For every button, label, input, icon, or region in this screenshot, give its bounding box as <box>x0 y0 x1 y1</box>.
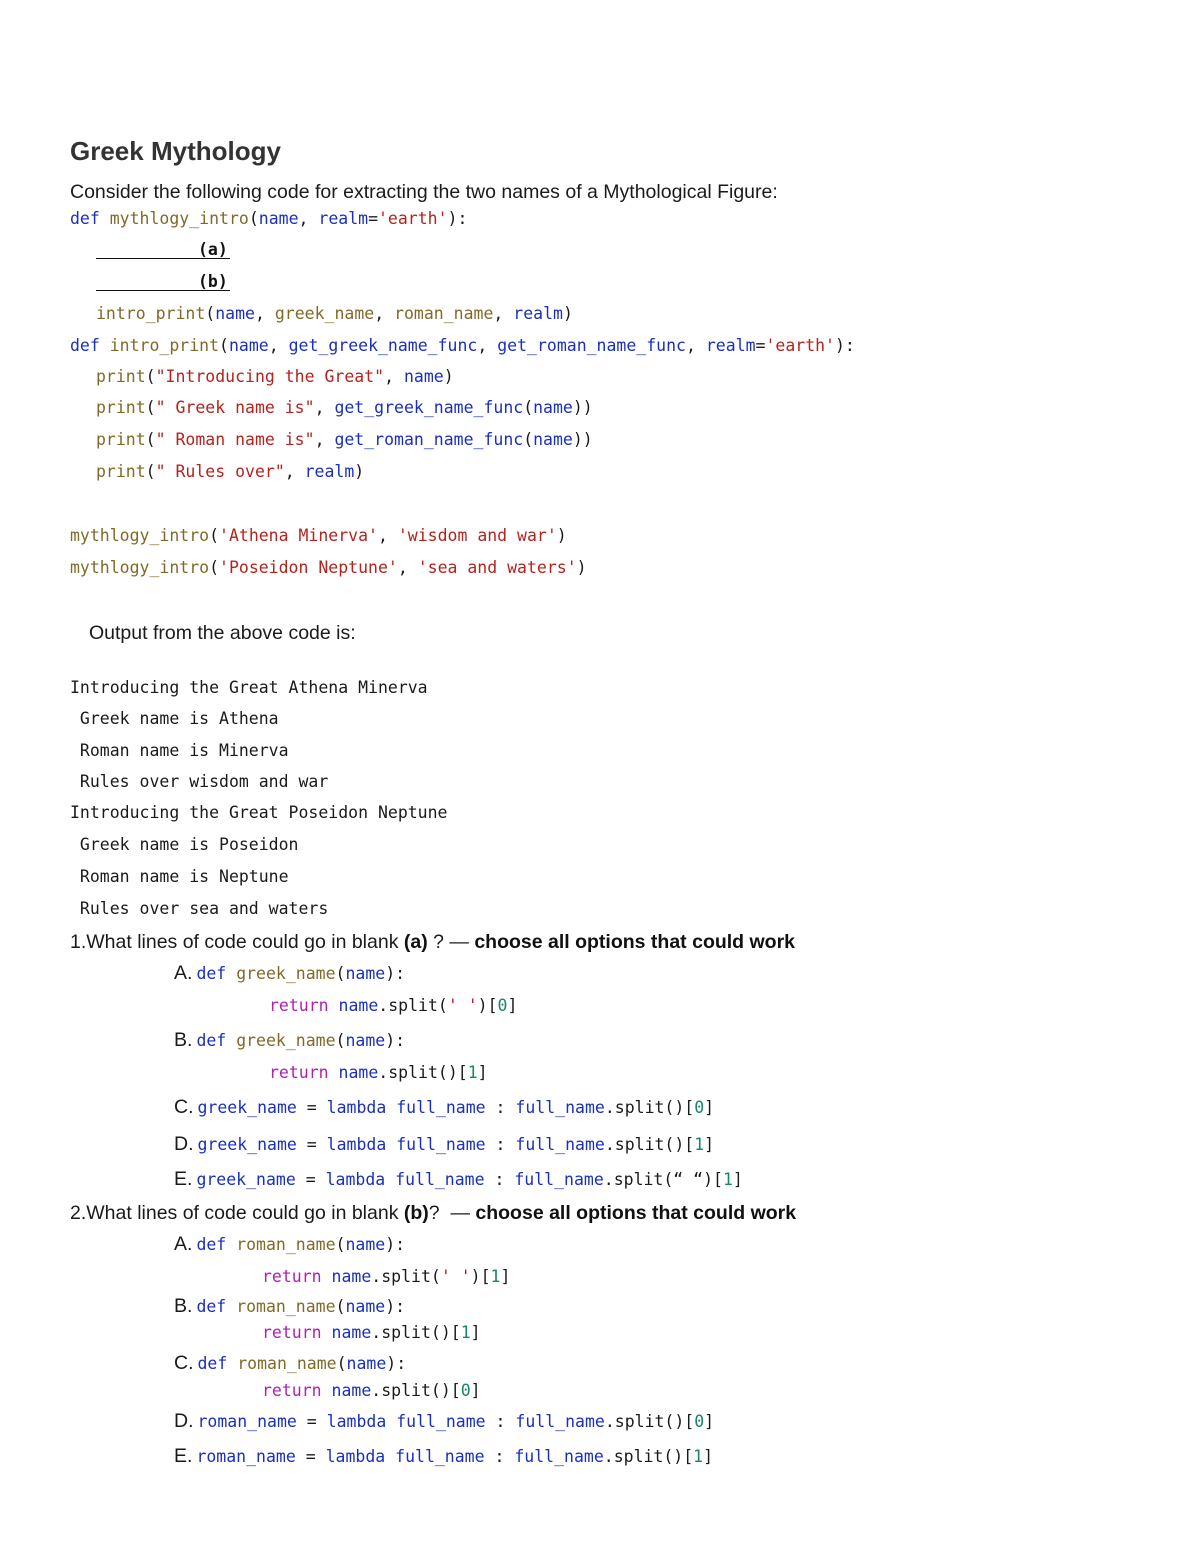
blank-a-label: (a) <box>198 240 228 259</box>
output-line: Roman name is Neptune <box>70 867 289 886</box>
output-line: Introducing the Great Athena Minerva <box>70 678 428 697</box>
output-label: Output from the above code is: <box>89 622 356 644</box>
blank-b-label: (b) <box>198 272 228 291</box>
q1-option-d: D. greek_name = lambda full_name : full_name.split()[1] <box>174 1133 715 1155</box>
q1-option-e: E. greek_name = lambda full_name : full_name.split(“ “)[1] <box>174 1168 743 1190</box>
output-line: Greek name is Athena <box>70 709 279 728</box>
q1-option-c: C. greek_name = lambda full_name : full_name.split()[0] <box>174 1096 715 1118</box>
output-line: Greek name is Poseidon <box>70 835 299 854</box>
code-line-def-intro-print: def intro_print(name, get_greek_name_func, get_roman_name_func, realm='earth'): <box>70 336 855 355</box>
code-line-call-athena: mythlogy_intro('Athena Minerva', 'wisdom and war') <box>70 526 567 545</box>
q1-option-b-return: return name.split()[1] <box>269 1063 488 1082</box>
q1-option-a: A. def greek_name(name): <box>174 962 406 984</box>
q2-option-b-return: return name.split()[1] <box>262 1323 481 1342</box>
code-line-intro-print-call: intro_print(name, greek_name, roman_name, realm) <box>96 304 573 323</box>
q2-option-a-return: return name.split(' ')[1] <box>262 1267 511 1286</box>
code-line-print-roman: print(" Roman name is", get_roman_name_func(name)) <box>96 430 593 449</box>
q2-option-b: B. def roman_name(name): <box>174 1295 406 1317</box>
q2-option-c: C. def roman_name(name): <box>174 1352 407 1374</box>
question-1: 1.What lines of code could go in blank (a) ? — choose all options that could work <box>70 931 796 953</box>
code-line-print-rules: print(" Rules over", realm) <box>96 462 365 481</box>
code-line-print-greek: print(" Greek name is", get_greek_name_func(name)) <box>96 398 593 417</box>
q1-option-b: B. def greek_name(name): <box>174 1029 406 1051</box>
output-line: Rules over wisdom and war <box>70 772 329 791</box>
q1-option-a-return: return name.split(' ')[0] <box>269 996 518 1015</box>
question-2: 2.What lines of code could go in blank (b)? — choose all options that could work <box>70 1202 797 1224</box>
code-line-call-poseidon: mythlogy_intro('Poseidon Neptune', 'sea and waters') <box>70 558 587 577</box>
intro-paragraph: Consider the following code for extracting the two names of a Mythological Figure: <box>70 181 778 203</box>
q2-option-a: A. def roman_name(name): <box>174 1233 406 1255</box>
q2-option-e: E. roman_name = lambda full_name : full_name.split()[1] <box>174 1445 714 1467</box>
output-line: Roman name is Minerva <box>70 741 289 760</box>
code-line-print-introducing: print("Introducing the Great", name) <box>96 367 454 386</box>
code-line-def-mythlogy-intro: def mythlogy_intro(name, realm='earth'): <box>70 209 468 228</box>
q2-option-c-return: return name.split()[0] <box>262 1381 481 1400</box>
q2-option-d: D. roman_name = lambda full_name : full_name.split()[0] <box>174 1410 715 1432</box>
output-line: Rules over sea and waters <box>70 899 329 918</box>
output-line: Introducing the Great Poseidon Neptune <box>70 803 448 822</box>
page-title: Greek Mythology <box>70 136 281 166</box>
